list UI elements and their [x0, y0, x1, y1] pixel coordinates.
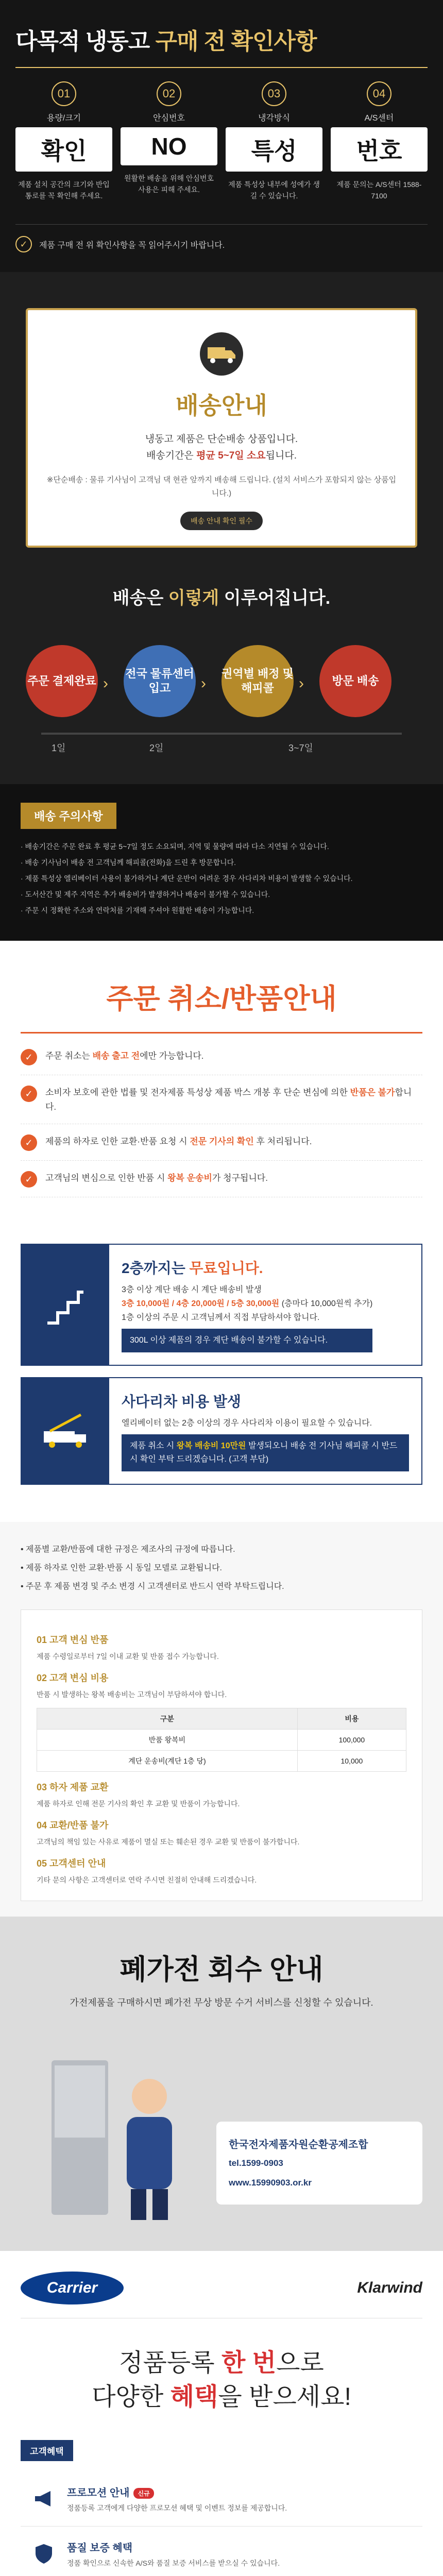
delivery-flow-title: 배송은 이렇게 이루어집니다.: [112, 588, 331, 608]
list-item: · 배송기간은 주문 완료 후 평균 5~7일 정도 소요되며, 지역 및 물량에 따라 다소 지연될 수 있습니다.: [21, 842, 329, 851]
check-note: ✓ 제품 구매 전 위 확인사항을 꼭 읽어주시기 바랍니다.: [15, 224, 428, 252]
appliance-collection-section: [0, 1917, 443, 2251]
check-icon: ✓: [21, 1171, 37, 1188]
delivery-note: ※단순배송 : 물류 기사님이 고객님 댁 현관 앞까지 배송해 드립니다. (설치 서비스가 포함되지 않는 상품입니다.): [46, 476, 397, 498]
arrow-right-icon: ›: [103, 675, 108, 692]
list-item: · 주문 시 정확한 주소와 연락처를 기재해 주셔야 원활한 배송이 가능합니다.: [21, 906, 254, 914]
check-number: 03: [262, 81, 286, 106]
delivery-card: [26, 308, 417, 548]
policy-pane: 01 고객 변심 반품 제품 수령일로부터 7일 이내 교환 및 반품 접수 가능합니다. 02 고객 변심 비용 반품 시 발생하는 왕복 배송비는 고객님이 부담하셔야 합니다. 구분 비용 반품 왕복비 100,000 계단 운송비(계단 1층 당) 10,000 03 하자 제품 교환 제품 하자로 인해 전문 기사의 확인 후 교환 및 반품이 가능합니다. 04 교환/반품 불가 고객님의 책임 있는 사유로 제품이 멸실 또는 훼손된 경우 교환 및 반품이 불가합니다. 05 고객센터 안내 기타 문의 사항은 고객센터로 연락 주시면 친절히 안내해 드리겠습니다.: [21, 1609, 422, 1901]
collection-subtitle: 가전제품을 구매하시면 폐가전 무상 방문 수거 서비스를 신청할 수 있습니다.: [70, 1997, 373, 2008]
megaphone-icon: [21, 2481, 67, 2517]
flow-step: 주문 결제완료: [26, 645, 98, 717]
check-item: 04 A/S센터 번호 제품 문의는 A/S센터 1588-7100: [331, 81, 428, 201]
flow-line: [41, 733, 402, 735]
collection-url-link[interactable]: www.15990903.or.kr: [229, 2178, 312, 2188]
fee-table: 구분 비용 반품 왕복비 100,000 계단 운송비(계단 1층 당) 10,000: [37, 1708, 406, 1772]
check-grid: [15, 81, 428, 201]
delivery-truck-icon: [198, 331, 245, 377]
list-item: • 주문 후 제품 변경 및 주소 변경 시 고객센터로 반드시 연락 부탁드립니다.: [21, 1582, 284, 1591]
arrow-right-icon: ›: [299, 675, 304, 692]
check-item: 01 용량/크기 확인 제품 설치 공간의 크기와 반입 통로를 꼭 확인해 주세요.: [15, 81, 112, 201]
caution-list: [21, 840, 422, 917]
benefit-label: 고객혜택: [21, 2440, 73, 2461]
policy-list: [21, 1543, 422, 1594]
list-item: • 제품별 교환/반품에 대한 규정은 제조사의 규정에 따릅니다.: [21, 1545, 235, 1554]
collection-title: 폐가전 회수 안내: [120, 1954, 323, 1985]
ladder-title: 사다리차 비용 발생: [122, 1394, 241, 1410]
delivery-guide-section: [0, 272, 443, 784]
delivery-flow: [21, 630, 422, 753]
caution-title: 배송 주의사항: [21, 803, 116, 829]
flow-step: 권역별 배정 및 해피콜: [222, 645, 294, 717]
carrier-logo: Carrier: [21, 2272, 124, 2304]
check-number: 04: [367, 81, 391, 106]
list-item: • 제품 하자로 인한 교환·반품 시 동일 모델로 교환됩니다.: [21, 1564, 222, 1572]
cancel-title: 주문 취소/반품안내: [21, 967, 422, 1033]
delivery-text: 냉동고 제품은 단순배송 상품입니다. 배송기간은 평균 5~7일 소요됩니다.: [145, 434, 298, 461]
list-item: ✓ 주문 취소는 배송 출고 전에만 가능합니다.: [21, 1049, 422, 1075]
pre-purchase-check-section: [0, 0, 443, 272]
product-registration-section: [0, 2251, 443, 2576]
list-item: · 도서산간 및 제주 지역은 추가 배송비가 발생하거나 배송이 불가할 수 있습니다.: [21, 890, 270, 899]
return-policy-section: [0, 1522, 443, 1917]
benefit-item: 프로모션 안내 신규 정품등록 고객에게 다양한 프로모션 혜택 및 이벤트 정보를 제공합니다.: [21, 2471, 422, 2527]
list-item: ✓ 소비자 보호에 관한 법률 및 전자제품 특성상 제품 박스 개봉 후 단순 변심에 의한 반품은 불가합니다.: [21, 1086, 422, 1124]
ladder-truck-icon: [22, 1378, 109, 1484]
table-row: 반품 왕복비 100,000: [37, 1730, 406, 1751]
check-icon: ✓: [21, 1134, 37, 1151]
delivery-workers-illustration: [21, 2040, 216, 2225]
table-row: 계단 운송비(계단 1층 당) 10,000: [37, 1751, 406, 1772]
delivery-title: 배송안내: [176, 392, 267, 419]
list-item: · 배송 기사님이 배송 전 고객님께 해피콜(전화)을 드린 후 방문합니다.: [21, 858, 236, 867]
divider: [15, 67, 428, 68]
check-icon: ✓: [21, 1086, 37, 1102]
new-badge: 신규: [133, 2488, 154, 2499]
collection-info-bubble: 한국전자제품자원순환공제조합 tel.1599-0903 www.15990903.or.kr: [216, 2122, 422, 2205]
registration-title: 정품등록 한 번으로 다양한 혜택을 받으세요!: [92, 2349, 351, 2411]
ladder-fee-section: [0, 1228, 443, 1522]
check-item: 02 안심번호 NO 원활한 배송을 위해 안심번호 사용은 피해 주세요.: [121, 81, 217, 201]
flow-day: 3~7일: [288, 743, 313, 753]
list-item: · 제품 특성상 엘리베이터 사용이 불가하거나 계단 운반이 어려운 경우 사다리차 비용이 발생할 수 있습니다.: [21, 874, 353, 883]
shield-icon: [21, 2536, 67, 2572]
delivery-caution-section: [0, 784, 443, 941]
cancel-list: [21, 1049, 422, 1197]
check-title: 다목적 냉동고 구매 전 확인사항: [15, 29, 317, 54]
flow-day: 2일: [149, 743, 164, 753]
collection-phone[interactable]: tel.1599-0903: [229, 2158, 283, 2168]
ladder-fee-box: 사다리차 비용 발생 엘리베이터 없는 2층 이상의 경우 사다리차 이용이 필요할 수 있습니다. 제품 취소 시 왕복 배송비 10만원 발생되오니 배송 전 기사님 해피콜 시 반드시 확인 부탁 드리겠습니다. (고객 부담): [21, 1377, 422, 1485]
check-icon: ✓: [21, 1049, 37, 1065]
check-item: 03 냉각방식 특성 제품 특성상 내부에 성에가 생길 수 있습니다.: [226, 81, 322, 201]
cancel-return-section: [0, 941, 443, 1228]
benefit-item: 품질 보증 혜택 정품 확인으로 신속한 A/S와 품질 보증 서비스를 받으실 수 있습니다.: [21, 2527, 422, 2576]
brand-bar: [21, 2272, 422, 2318]
stairs-fee-box: 2층까지는 무료입니다. 3층 이상 계단 배송 시 계단 배송비 발생 3층 10,000원 / 4층 20,000원 / 5층 30,000원 (층마다 10,000원씩 추가) 1층 이상의 주문 시 고객님께서 직접 부담하셔야 합니다. 300L 이상 제품의 경우 계단 배송이 불가할 수 있습니다.: [21, 1244, 422, 1366]
check-number: 02: [157, 81, 181, 106]
check-mark-icon: ✓: [15, 236, 32, 252]
delivery-tag: 배송 안내 확인 필수: [180, 512, 263, 530]
check-number: 01: [52, 81, 76, 106]
stairs-title: 2층까지는 무료입니다.: [122, 1260, 263, 1276]
list-item: ✓ 제품의 하자로 인한 교환·반품 요청 시 전문 기사의 확인 후 처리됩니다.: [21, 1134, 422, 1161]
stairs-icon: [22, 1245, 109, 1365]
list-item: ✓ 고객님의 변심으로 인한 반품 시 왕복 운송비가 청구됩니다.: [21, 1171, 422, 1197]
flow-step: 전국 물류센터 입고: [124, 645, 196, 717]
klarwind-logo: Klarwind: [357, 2279, 422, 2296]
arrow-right-icon: ›: [201, 675, 206, 692]
flow-day: 1일: [52, 743, 66, 753]
flow-step: 방문 배송: [319, 645, 391, 717]
